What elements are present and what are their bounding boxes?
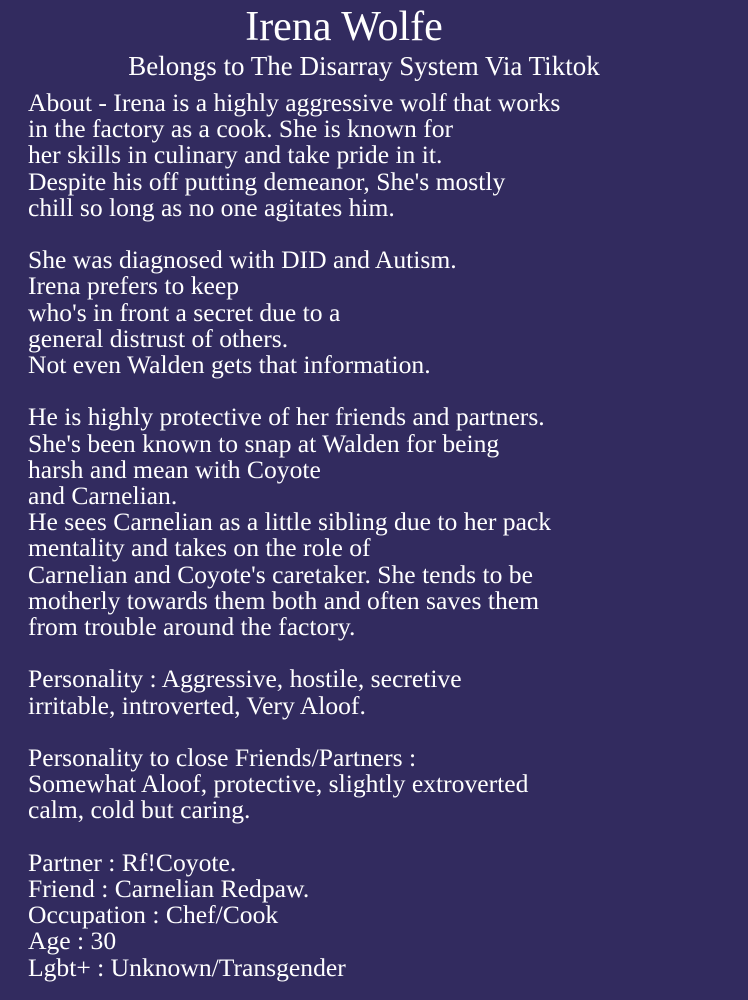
bio-line: Despite his off putting demeanor, She's mostly xyxy=(28,166,506,196)
bio-line: general distrust of others. xyxy=(28,323,289,353)
bio-line: Friend : Carnelian Redpaw. xyxy=(28,874,310,904)
bio-line: Carnelian and Coyote's caretaker. She tends to be xyxy=(28,559,533,589)
bio-line: irritable, introverted, Very Aloof. xyxy=(28,690,366,720)
bio-line: Partner : Rf!Coyote. xyxy=(28,847,237,877)
bio-line: Personality to close Friends/Partners : xyxy=(28,743,417,773)
bio-line: calm, cold but caring. xyxy=(28,795,251,825)
bio-line: She's been known to snap at Walden for being xyxy=(28,428,500,458)
bio-line: He sees Carnelian as a little sibling due to her pack xyxy=(28,507,552,537)
page-subtitle: Belongs to The Disarray System Via Tiktok xyxy=(128,51,600,81)
blank-line xyxy=(28,378,743,404)
bio-line: About - Irena is a highly aggressive wolf that works xyxy=(28,88,561,117)
bio-line: Age : 30 xyxy=(28,926,117,956)
bio-line: motherly towards them both and often saves them xyxy=(28,585,540,615)
blank-line xyxy=(28,640,743,666)
bio-text-block xyxy=(28,90,743,981)
bio-line: harsh and mean with Coyote xyxy=(28,454,321,484)
bio-line: She was diagnosed with DID and Autism. xyxy=(28,245,457,275)
bio-line: Not even Walden gets that information. xyxy=(28,350,431,380)
bio-line: Personality : Aggressive, hostile, secretive xyxy=(28,664,462,694)
bio-line: in the factory as a cook. She is known for xyxy=(28,114,454,144)
blank-line xyxy=(28,719,743,745)
bio-line: Occupation : Chef/Cook xyxy=(28,900,279,930)
bio-line: chill so long as no one agitates him. xyxy=(28,192,395,222)
bio-line: Somewhat Aloof, protective, slightly extroverted xyxy=(28,769,529,799)
bio-line: mentality and takes on the role of xyxy=(28,533,371,563)
bio-line: and Carnelian. xyxy=(28,481,178,511)
blank-line xyxy=(28,824,743,850)
blank-line xyxy=(28,221,743,247)
page-title: Irena Wolfe xyxy=(245,4,443,50)
bio-line: from trouble around the factory. xyxy=(28,612,356,642)
bio-line: who's in front a secret due to a xyxy=(28,297,341,327)
bio-line: He is highly protective of her friends and partners. xyxy=(28,402,545,432)
bio-line: her skills in culinary and take pride in it. xyxy=(28,140,443,170)
bio-line: Lgbt+ : Unknown/Transgender xyxy=(28,952,346,982)
bio-line: Irena prefers to keep xyxy=(28,271,240,301)
